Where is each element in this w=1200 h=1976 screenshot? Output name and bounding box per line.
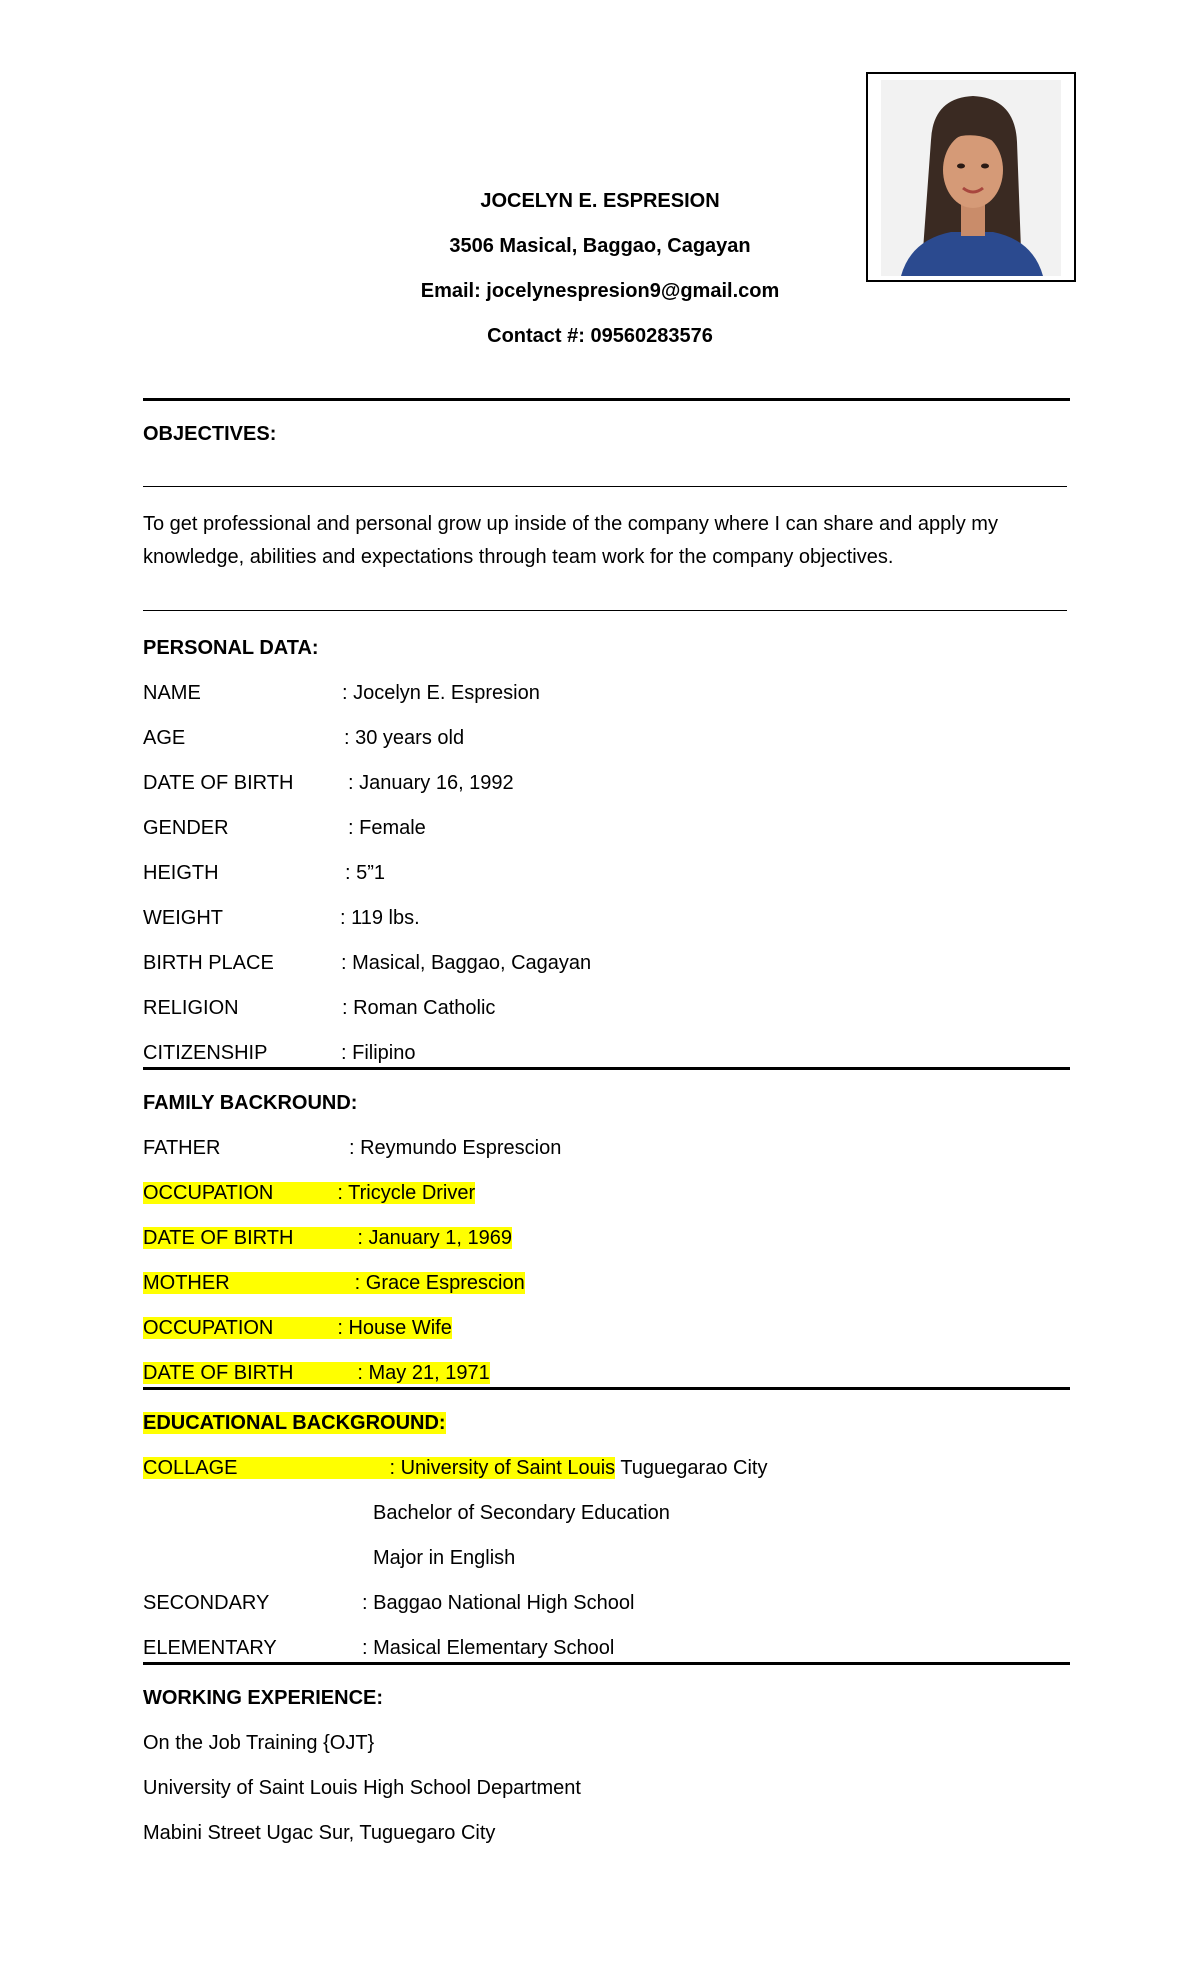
objectives-text-line2: knowledge, abilities and expectations through team work for the company objectives. [143, 546, 894, 568]
family-label: FATHER [143, 1137, 221, 1159]
family-value: : Reymundo Esprescion [349, 1137, 562, 1159]
personal-value: : Masical, Baggao, Cagayan [341, 952, 592, 974]
family-label: OCCUPATION [143, 1317, 337, 1339]
resume-name: JOCELYN E. ESPRESION [480, 190, 720, 212]
family-row-highlight [143, 1360, 490, 1386]
family-row-highlight [143, 1180, 475, 1206]
section-divider [143, 1387, 1070, 1390]
personal-label: DATE OF BIRTH [143, 772, 294, 794]
family-heading: FAMILY BACKROUND: [143, 1092, 358, 1114]
personal-value: : 30 years old [344, 727, 465, 749]
education-degree: Bachelor of Secondary Education [373, 1502, 670, 1524]
education-value: : University of Saint Louis [389, 1457, 616, 1479]
section-divider [143, 1662, 1070, 1665]
personal-value: : 5”1 [345, 862, 386, 884]
objectives-heading: OBJECTIVES: [143, 423, 277, 445]
family-value: : January 1, 1969 [357, 1227, 512, 1249]
personal-label: GENDER [143, 817, 229, 839]
experience-line: On the Job Training {OJT} [143, 1732, 375, 1754]
education-value: : Masical Elementary School [362, 1637, 615, 1659]
resume-email: Email: jocelynespresion9@gmail.com [420, 280, 780, 302]
education-label: SECONDARY [143, 1592, 270, 1614]
section-divider [143, 398, 1070, 401]
personal-label: CITIZENSHIP [143, 1042, 268, 1064]
family-row-highlight [143, 1225, 512, 1251]
personal-label: NAME [143, 682, 201, 704]
personal-value: : Female [348, 817, 426, 839]
family-label: OCCUPATION [143, 1182, 337, 1204]
personal-label: BIRTH PLACE [143, 952, 274, 974]
family-row-highlight [143, 1315, 452, 1341]
resume-address: 3506 Masical, Baggao, Cagayan [449, 235, 751, 257]
personal-label: RELIGION [143, 997, 239, 1019]
education-value-rest: Tuguegarao City [615, 1457, 768, 1479]
education-heading: EDUCATIONAL BACKGROUND: [143, 1412, 446, 1434]
objectives-underline-2 [143, 610, 1067, 611]
education-major: Major in English [373, 1547, 516, 1569]
education-value: : Baggao National High School [362, 1592, 635, 1614]
personal-value: : Roman Catholic [342, 997, 496, 1019]
family-value: : House Wife [337, 1317, 452, 1339]
personal-value: : 119 lbs. [340, 907, 420, 929]
personal-label: WEIGHT [143, 907, 223, 929]
resume-contact: Contact #: 09560283576 [487, 325, 713, 347]
experience-line: Mabini Street Ugac Sur, Tuguegaro City [143, 1822, 496, 1844]
family-label: DATE OF BIRTH [143, 1362, 357, 1384]
objectives-text-line1: To get professional and personal grow up inside of the company where I can share and apply my [143, 513, 998, 535]
family-value: : Grace Esprescion [354, 1272, 525, 1294]
experience-heading: WORKING EXPERIENCE: [143, 1687, 384, 1709]
personal-value: : January 16, 1992 [348, 772, 514, 794]
personal-label: AGE [143, 727, 186, 749]
personal-label: HEIGTH [143, 862, 219, 884]
personal-data-heading: PERSONAL DATA: [143, 637, 319, 659]
education-label: COLLAGE [143, 1457, 389, 1479]
family-label: DATE OF BIRTH [143, 1227, 357, 1249]
family-row-highlight [143, 1270, 525, 1296]
personal-value: : Filipino [341, 1042, 416, 1064]
profile-photo [881, 80, 1061, 276]
education-label: ELEMENTARY [143, 1637, 277, 1659]
family-value: : Tricycle Driver [337, 1182, 476, 1204]
objectives-underline [143, 486, 1067, 487]
section-divider [143, 1067, 1070, 1070]
experience-line: University of Saint Louis High School Department [143, 1777, 581, 1799]
family-value: : May 21, 1971 [357, 1362, 490, 1384]
family-label: MOTHER [143, 1272, 355, 1294]
education-collage-row [143, 1455, 767, 1481]
education-heading-row [143, 1410, 446, 1436]
personal-value: : Jocelyn E. Espresion [342, 682, 540, 704]
